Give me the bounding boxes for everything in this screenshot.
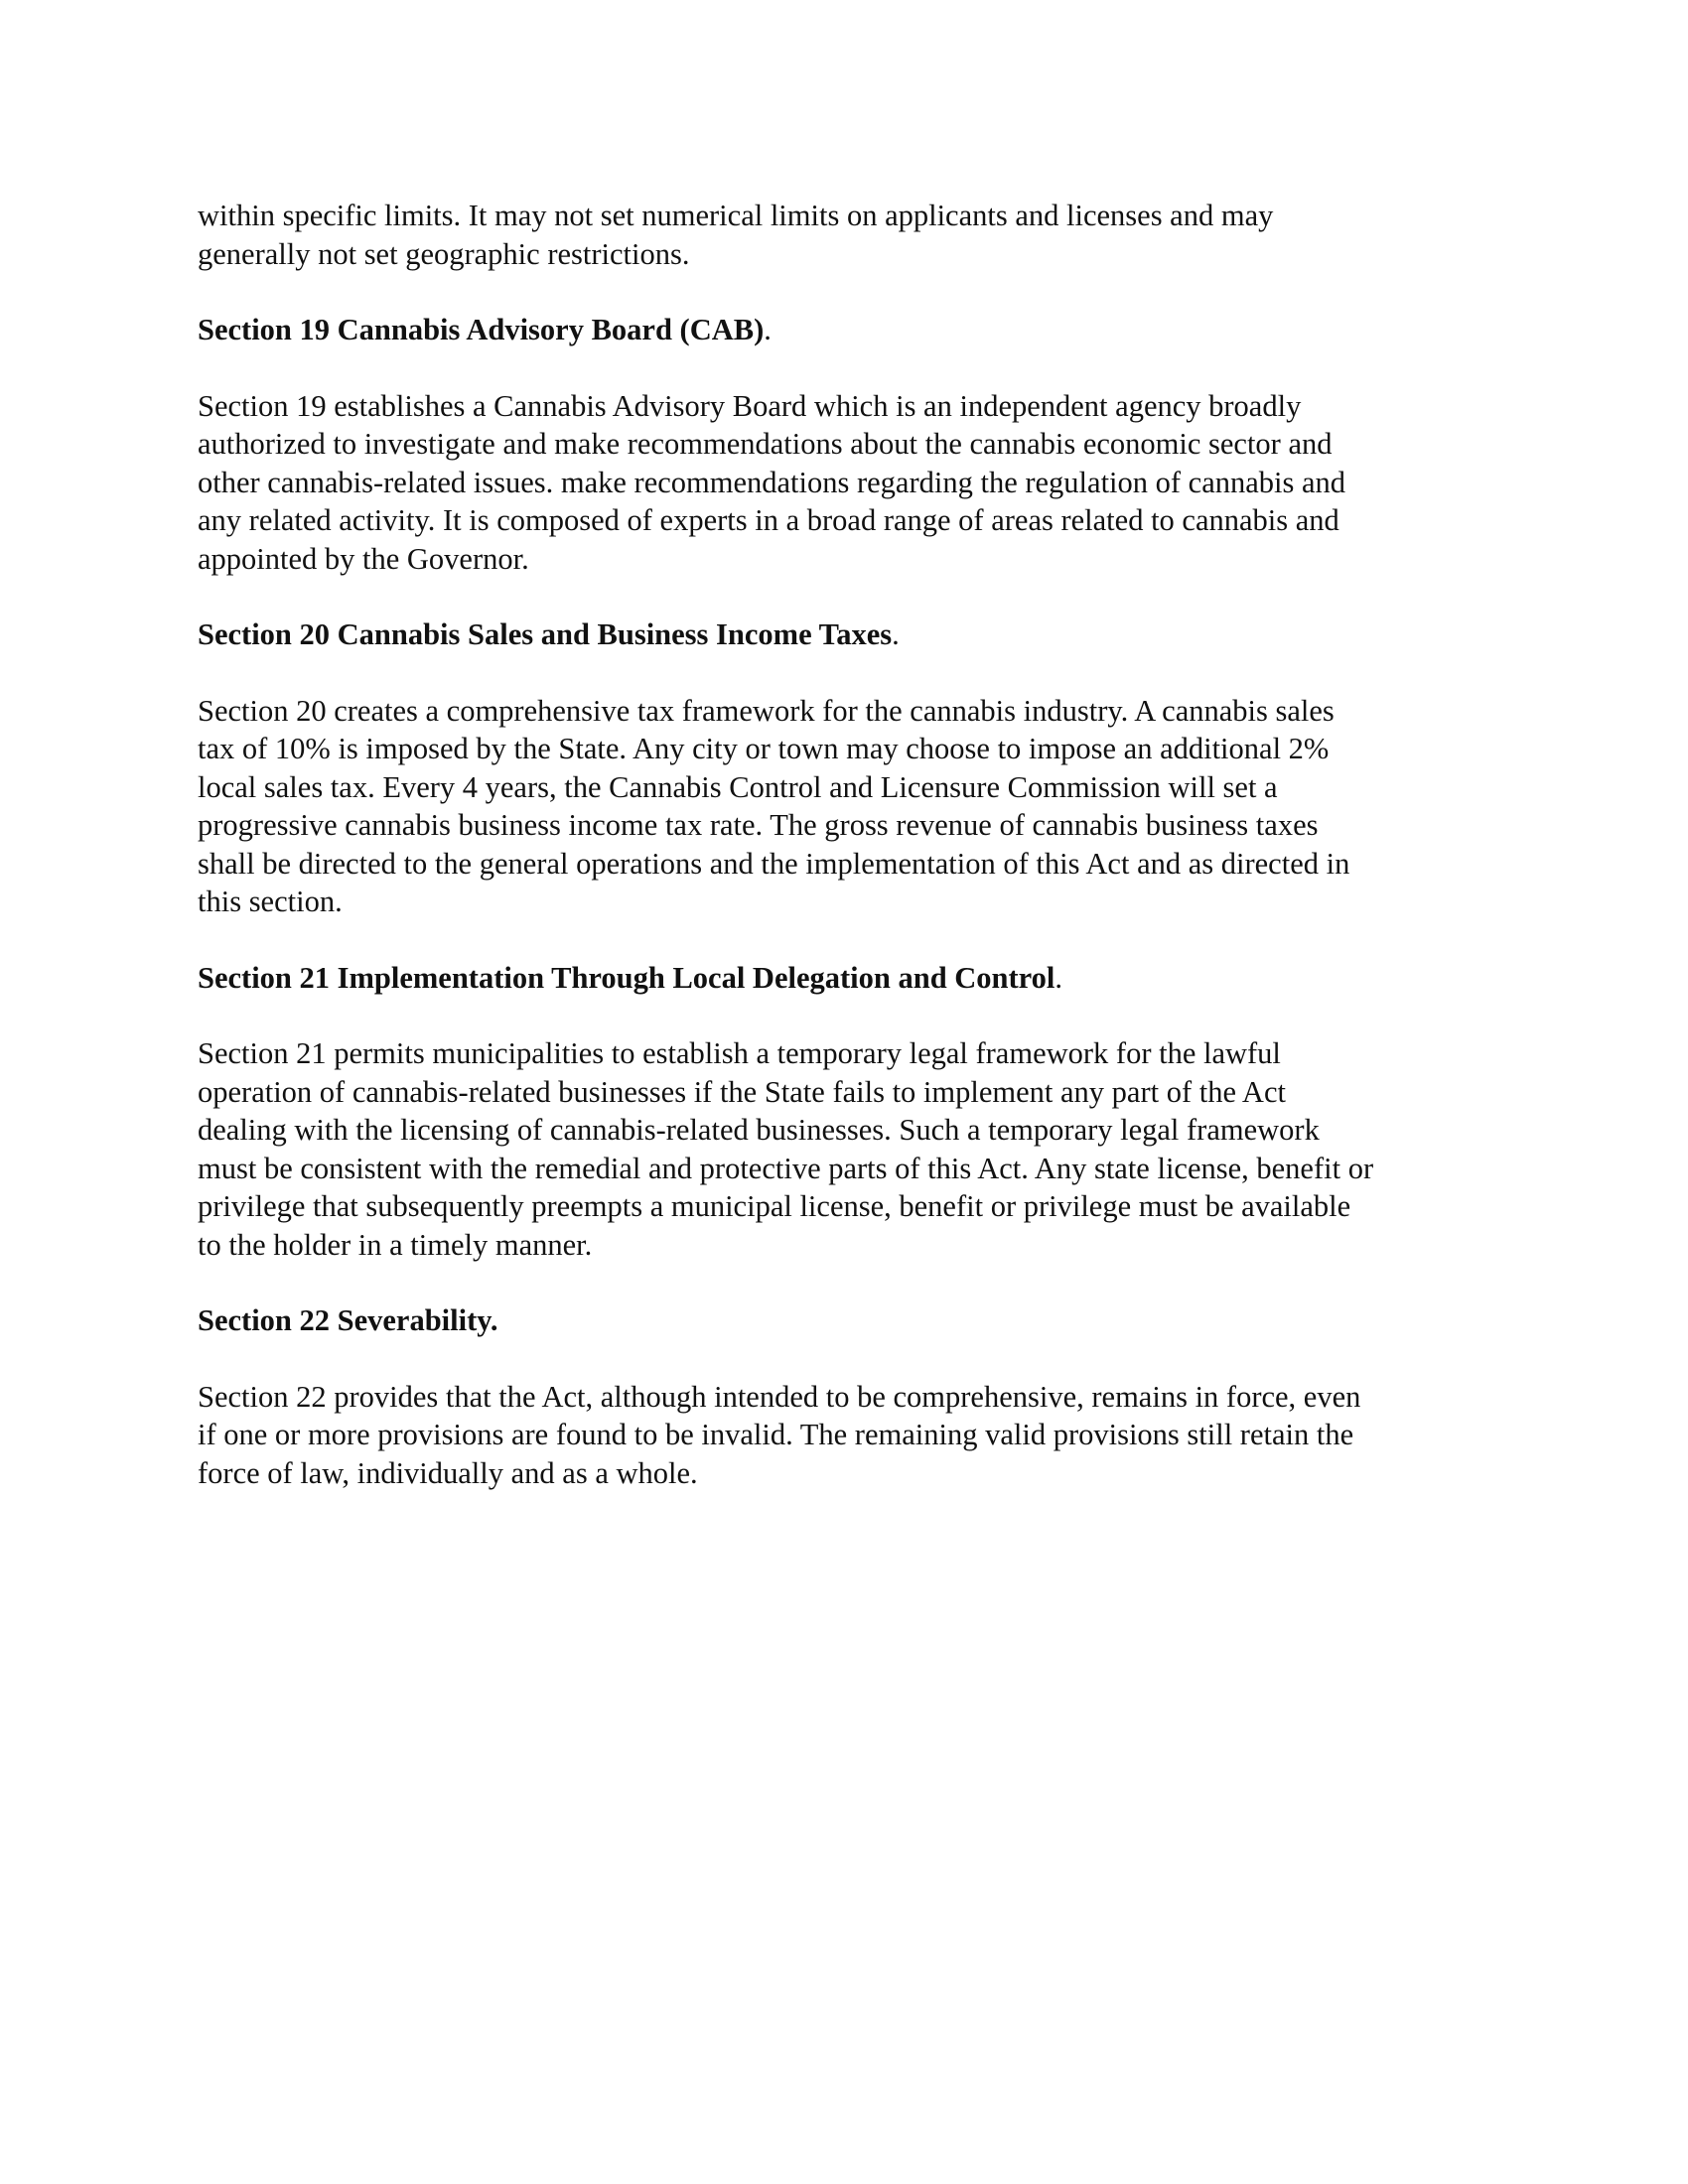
document-body bbox=[198, 197, 1498, 1530]
paragraph-line: Section 19 establishes a Cannabis Advisory Board which is an independent agency broadly bbox=[198, 388, 1302, 423]
paragraph-line: any related activity. It is composed of experts in a broad range of areas related to cannabis and bbox=[198, 503, 1339, 537]
section-19-heading bbox=[198, 311, 1498, 349]
section-heading-punct: . bbox=[764, 313, 772, 346]
paragraph-line: Section 20 creates a comprehensive tax framework for the cannabis industry. A cannabis sales bbox=[198, 693, 1335, 728]
section-21-paragraph bbox=[198, 1034, 1498, 1264]
section-heading-punct: . bbox=[892, 617, 900, 651]
paragraph-line: force of law, individually and as a whole. bbox=[198, 1455, 698, 1490]
section-heading-text: Section 22 Severability. bbox=[198, 1303, 498, 1337]
section-19-paragraph bbox=[198, 387, 1498, 579]
intro-paragraph bbox=[198, 197, 1498, 273]
paragraph-line: Section 22 provides that the Act, although intended to be comprehensive, remains in force, even bbox=[198, 1379, 1361, 1414]
section-heading-text: Section 19 Cannabis Advisory Board (CAB) bbox=[198, 313, 765, 346]
intro-line: generally not set geographic restrictions. bbox=[198, 236, 690, 271]
intro-line: within specific limits. It may not set numerical limits on applicants and licenses and may bbox=[198, 199, 1274, 232]
paragraph-line: this section. bbox=[198, 885, 343, 918]
paragraph-line: operation of cannabis-related businesses if the State fails to implement any part of the Act bbox=[198, 1074, 1286, 1109]
section-20-paragraph bbox=[198, 692, 1498, 921]
paragraph-line: other cannabis-related issues. make recommendations regarding the regulation of cannabis and bbox=[198, 465, 1346, 499]
section-heading-text: Section 21 Implementation Through Local Delegation and Control bbox=[198, 960, 1055, 995]
paragraph-line: authorized to investigate and make recommendations about the cannabis economic sector and bbox=[198, 427, 1333, 461]
paragraph-line: if one or more provisions are found to be invalid. The remaining valid provisions still retain the bbox=[198, 1418, 1354, 1451]
paragraph-line: tax of 10% is imposed by the State. Any city or town may choose to impose an additional 2% bbox=[198, 732, 1330, 765]
paragraph-line: shall be directed to the general operations and the implementation of this Act and as directed in bbox=[198, 846, 1350, 881]
section-22-paragraph bbox=[198, 1378, 1498, 1493]
paragraph-line: privilege that subsequently preempts a municipal license, benefit or privilege must be available bbox=[198, 1189, 1351, 1223]
section-heading-punct: . bbox=[1055, 960, 1063, 995]
paragraph-line: Section 21 permits municipalities to establish a temporary legal framework for the lawful bbox=[198, 1036, 1281, 1070]
paragraph-line: appointed by the Governor. bbox=[198, 541, 529, 576]
paragraph-line: must be consistent with the remedial and protective parts of this Act. Any state license, benefit or bbox=[198, 1151, 1374, 1185]
paragraph-line: to the holder in a timely manner. bbox=[198, 1227, 593, 1262]
section-heading-text: Section 20 Cannabis Sales and Business Income Taxes bbox=[198, 617, 893, 651]
section-20-heading bbox=[198, 615, 1498, 654]
paragraph-line: dealing with the licensing of cannabis-related businesses. Such a temporary legal framework bbox=[198, 1113, 1320, 1147]
section-22-heading bbox=[198, 1301, 1498, 1340]
paragraph-line: local sales tax. Every 4 years, the Cannabis Control and Licensure Commission will set a bbox=[198, 769, 1278, 804]
paragraph-line: progressive cannabis business income tax rate. The gross revenue of cannabis business taxes bbox=[198, 808, 1319, 842]
section-21-heading bbox=[198, 959, 1498, 998]
